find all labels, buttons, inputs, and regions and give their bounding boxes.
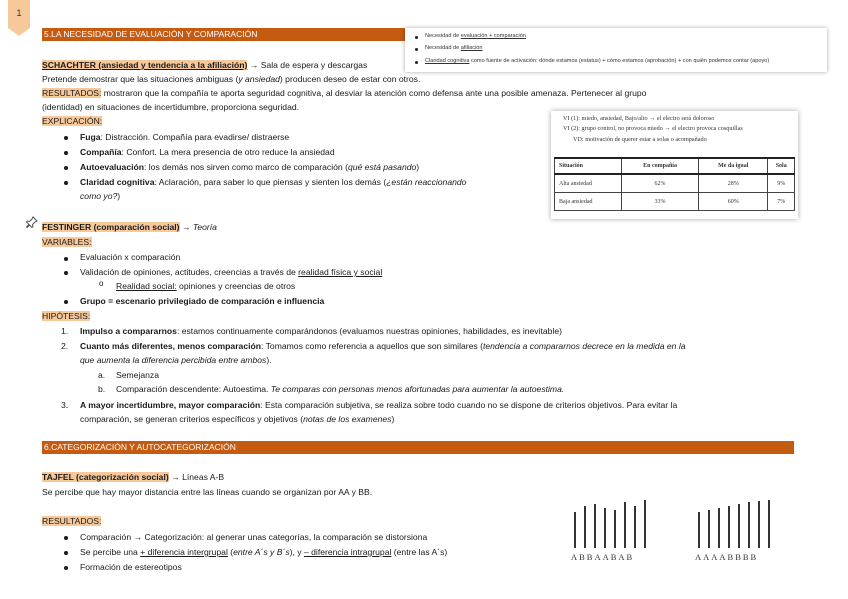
item-fuga: Fuga: Distracción. Compañía para evadirse/ distraerse <box>80 132 290 142</box>
figure-label: AAAABBBB <box>695 552 759 562</box>
figure-line <box>718 508 720 548</box>
bullet <box>64 300 68 304</box>
figure-line <box>738 504 740 548</box>
bullet <box>64 136 68 140</box>
figure-label: ABBAABAB <box>571 552 635 562</box>
note-box <box>405 28 827 72</box>
figure-lines-grouped <box>692 496 782 566</box>
variable-1: Evaluación x comparación <box>80 252 181 262</box>
list-number: 3. <box>61 400 69 410</box>
schachter-table <box>554 157 795 211</box>
variable-3: Grupo = escenario privilegiado de comparación e influencia <box>80 296 325 306</box>
schachter-results: RESULTADOS: mostraron que la compañía te aporta seguridad cognitiva, al desviar la atención como defensa ante una posible amenaza. Pertenecer al grupo <box>42 88 647 98</box>
figure-line <box>634 506 636 548</box>
figure-line <box>728 506 730 548</box>
hipotesis-3: A mayor incertidumbre, mayor comparación: Esta comparación subjetiva, se realiza sobre todo cuando no se dispone de criterios objetivos. Para evitar la <box>80 400 678 410</box>
pin-icon <box>26 216 38 228</box>
note-item-3: Claridad cognitiva como fuente de activación: dónde estamos (estatus) + cómo estamos (aprobación) + con quién podemos contar (apoyo) <box>425 58 770 64</box>
list-number: 2. <box>61 341 69 351</box>
item-claridad: Claridad cognitiva: Aclaración, para saber lo que piensas y sienten los demás (¿están reaccionando <box>80 177 467 187</box>
tajfel-heading: TAJFEL (categorización social) → Líneas A-B <box>42 472 225 482</box>
hipotesis-2a: Semejanza <box>116 370 159 380</box>
item-autoevaluacion: Autoevaluación: los demás nos sirven como marco de comparación (qué está pasando) <box>80 162 420 172</box>
figure-line <box>748 502 750 548</box>
explicacion-label: EXPLICACIÓN: <box>42 116 103 126</box>
figure-line <box>644 500 646 548</box>
bullet <box>64 151 68 155</box>
table-cell: 60% <box>699 193 768 211</box>
note-bullet <box>415 36 418 39</box>
table-cell: 9% <box>768 174 795 193</box>
section-6-header: 6.CATEGORIZACIÓN Y AUTOCATEGORIZACIÓN <box>42 441 794 454</box>
tajfel-results-label: RESULTADOS: <box>42 516 102 526</box>
schachter-aim: Pretende demostrar que las situaciones ambiguas (y ansiedad) producen deseo de estar con otros. <box>42 74 421 84</box>
sub-bullet: o <box>99 279 104 288</box>
figure-line <box>624 502 626 548</box>
tajfel-description: Se percibe que hay mayor distancia entre las líneas cuando se organizan por AA y BB. <box>42 487 373 497</box>
figure-line <box>574 512 576 548</box>
bullet <box>64 166 68 170</box>
note-bullet <box>415 61 418 64</box>
page-tab-shape <box>8 0 30 36</box>
note-item-1: Necesidad de evaluación + comparación <box>425 33 526 39</box>
schachter-results-cont: (identidad) en situaciones de incertidumbre, proporciona seguridad. <box>42 102 300 112</box>
note-item-2: Necesidad de afiliación <box>425 45 483 51</box>
table-cell: Baja ansiedad <box>555 193 622 211</box>
table-header-cell: Situación <box>555 158 622 174</box>
schachter-heading: SCHACHTER (ansiedad y tendencia a la afiliación) → Sala de espera y descargas <box>42 60 368 70</box>
result-2: Se percibe una + diferencia intergrupal (entre A´s y B´s), y – diferencia intragrupal (entre las A´s) <box>80 547 448 557</box>
bullet <box>64 551 68 555</box>
list-letter: a. <box>98 370 106 380</box>
hipotesis-2: Cuanto más diferentes, menos comparación: Tomamos como referencia a aquellos que son similares (tendencia a compararnos decrece en la medida en la <box>80 341 686 351</box>
variable-2: Validación de opiniones, actitudes, creencias a través de realidad física y social <box>80 267 383 277</box>
vd-line: VD: motivación de querer estar a solas o acompañado <box>573 136 707 143</box>
list-letter: b. <box>98 384 106 394</box>
table-header-cell: Me da igual <box>699 158 768 174</box>
table-row <box>555 174 795 193</box>
table-header-cell: En compañía <box>622 158 699 174</box>
result-3: Formación de estereotipos <box>80 562 182 572</box>
variable-2-sub: Realidad social: opiniones y creencias de otros <box>116 281 296 291</box>
bullet <box>64 181 68 185</box>
section-5-header: 5.LA NECESIDAD DE EVALUACIÓN Y COMPARACIÓN <box>42 28 407 41</box>
bullet <box>64 257 68 261</box>
figure-line <box>604 508 606 548</box>
vi2-line: VI (2): grupo control, no provoca miedo → el electro provoca cosquillas <box>563 125 743 132</box>
table-header-cell: Sola <box>768 158 795 174</box>
figure-line <box>614 510 616 548</box>
bullet <box>64 271 68 275</box>
figure-line <box>584 506 586 548</box>
table-header-row <box>555 158 795 174</box>
page-number-tab <box>8 0 30 36</box>
hipotesis-2b: Comparación descendente: Autoestima. Te comparas con personas menos afortunadas para aumentar la autoestima. <box>116 384 565 394</box>
table-row <box>555 193 795 211</box>
note-bullet <box>415 48 418 51</box>
page-number: 1 <box>16 8 22 18</box>
schachter-table-image <box>551 111 798 219</box>
hipotesis-label: HIPÓTESIS: <box>42 311 91 321</box>
bullet <box>64 536 68 540</box>
hipotesis-1: Impulso a compararnos: estamos continuamente comparándonos (evaluamos nuestras opiniones, habilidades, es inevitable) <box>80 326 562 336</box>
bullet <box>64 566 68 570</box>
hipotesis-2-cont: que aumenta la diferencia percibida entre ambos). <box>80 355 272 365</box>
festinger-heading: FESTINGER (comparación social) → Teoría <box>42 222 217 232</box>
figure-line <box>594 504 596 548</box>
list-number: 1. <box>61 326 69 336</box>
table-cell: 28% <box>699 174 768 193</box>
item-compania: Compañía: Confort. La mera presencia de otro reduce la ansiedad <box>80 147 335 157</box>
figure-lines-mixed <box>568 496 658 566</box>
vi1-line: VI (1): miedo, ansiedad, Bajo/alto → el electro será doloroso <box>563 115 715 122</box>
hipotesis-3-cont: comparación, se generan criterios específicos y objetivos (notas de los examenes) <box>80 414 395 424</box>
figure-line <box>708 510 710 548</box>
table-cell: Alta ansiedad <box>555 174 622 193</box>
figure-line <box>768 500 770 548</box>
table-cell: 62% <box>622 174 699 193</box>
variables-label: VARIABLES: <box>42 237 92 247</box>
result-1: Comparación → Categorización: al generar unas categorías, la comparación se distorsiona <box>80 532 428 542</box>
figure-line <box>698 512 700 548</box>
table-cell: 33% <box>622 193 699 211</box>
figure-line <box>758 501 760 548</box>
table-cell: 7% <box>768 193 795 211</box>
item-claridad-cont: como yo?) <box>80 191 121 201</box>
